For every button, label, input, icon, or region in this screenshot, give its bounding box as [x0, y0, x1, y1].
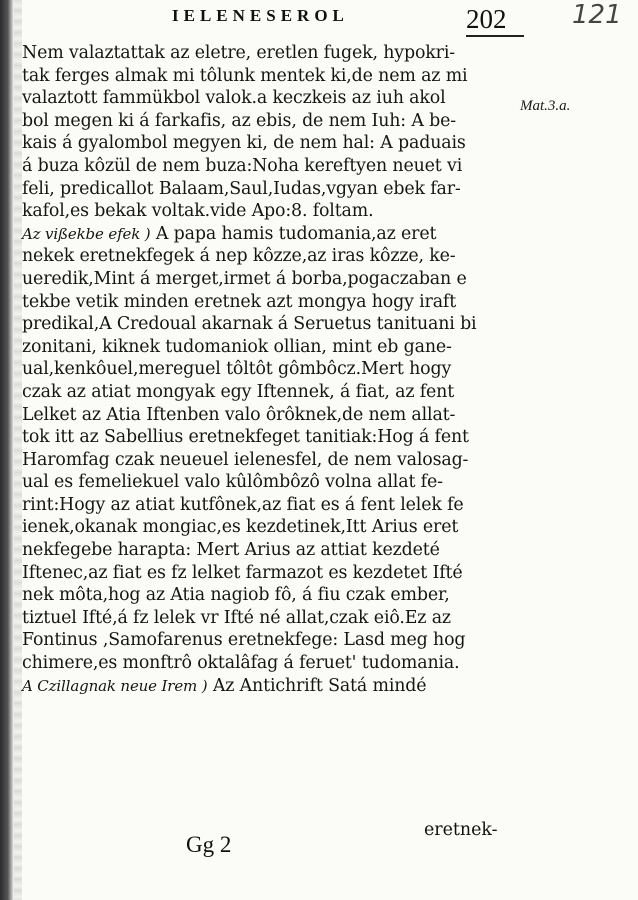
line-text: Haromfag czak neueuel ielenesfel, de nem valosag-	[22, 449, 469, 470]
text-line	[22, 539, 522, 562]
line-text: kais á gyalombol megyen ki, de nem hal: A paduais	[22, 133, 466, 154]
line-text: ueredik,Mint á merget,irmet á borba,pogaczaban e	[22, 268, 467, 289]
line-text: valaztott fammükbol valok.a keczkeis az iuh akol	[22, 88, 446, 109]
line-text: bol megen ki á farkafis, az ebis, de nem Iuh: A be-	[22, 110, 457, 131]
text-line	[22, 562, 522, 585]
line-text: Fontinus ,Samofarenus eretnekfege: Lasd meg hog	[22, 630, 466, 651]
line-text: A papa hamis tudomania,az eret	[155, 223, 437, 244]
text-line	[22, 404, 522, 427]
line-text: nekek eretnekfegek á nep kôzze,az iras kôzze, ke-	[22, 246, 456, 267]
text-line	[22, 584, 522, 607]
line-text: Lelket az Atia Iftenben valo ôrôknek,de nem allat-	[22, 404, 456, 425]
text-line	[22, 629, 522, 652]
spine-shadow	[0, 0, 14, 900]
handwritten-folio-number: 121	[572, 0, 622, 30]
line-text: tiztuel Ifté,á fz lelek vr Ifté né allat,czak eiô.Ez az	[22, 607, 451, 628]
line-text: á buza kôzül de nem buza:Noha kereftyen neuet vi	[22, 155, 463, 176]
signature-mark: Gg 2	[186, 832, 232, 857]
catchword: eretnek-	[424, 820, 498, 840]
line-text: Nem valaztattak az eletre, eretlen fugek, hypokri-	[22, 43, 455, 63]
text-line	[22, 178, 522, 201]
text-line	[22, 516, 522, 539]
text-line	[22, 358, 522, 381]
line-text: nekfegebe harapta: Mert Arius az attiat kezdeté	[22, 540, 440, 561]
text-line	[22, 426, 522, 449]
line-text: rint:Hogy az atiat kutfônek,az fiat es á fent lelek fe	[22, 494, 464, 515]
page-number: 202	[466, 4, 526, 38]
line-text: Iftenec,az fiat es fz lelket farmazot es kezdetet Ifté	[22, 562, 463, 583]
margin-scripture-reference: Mat.3.a.	[520, 98, 571, 114]
marginal-rubric: Az vißekbe efek )	[22, 224, 151, 243]
text-line	[22, 42, 522, 65]
text-line	[22, 110, 522, 133]
line-text: kafol,es bekak voltak.vide Apo:8. foltam.	[22, 201, 374, 222]
line-text: tekbe vetik minden eretnek azt mongya hogy iraft	[22, 291, 457, 312]
line-text: ienek,okanak mongiac,es kezdetinek,Itt Arius eret	[22, 517, 459, 538]
text-line	[22, 607, 522, 630]
line-text: Az Antichrift Satá mindé	[212, 675, 427, 696]
gutter-edge	[14, 0, 22, 900]
text-line	[22, 494, 522, 517]
line-text: czak az atiat mongyak egy Iftennek, á fiat, az fent	[22, 381, 455, 402]
text-line	[22, 87, 522, 110]
line-text: ual,kenkôuel,mereguel tôltôt gômbôcz.Mert hogy	[22, 359, 452, 380]
line-text: nek môta,hog az Atia nagiob fô, á fiu czak ember,	[22, 585, 450, 606]
running-head: IELENESEROL	[172, 6, 349, 25]
line-text: zonitani, kiknek tudomaniok ollian, mint eb gane-	[22, 336, 452, 357]
line-text: chimere,es monftrô oktalâfag á feruet' tudomania.	[22, 653, 460, 674]
text-line	[22, 471, 522, 494]
text-line	[22, 155, 522, 178]
line-text: tok itt az Sabellius eretnekfeget tanitiak:Hog á fent	[22, 427, 469, 448]
text-line	[22, 652, 522, 675]
text-line	[22, 200, 522, 223]
text-line	[22, 291, 522, 314]
text-line	[22, 449, 522, 472]
text-line	[22, 675, 522, 698]
text-line	[22, 245, 522, 268]
text-line	[22, 132, 522, 155]
text-line	[22, 65, 522, 88]
text-line	[22, 268, 522, 291]
text-line	[22, 381, 522, 404]
line-text: predikal,A Credoual akarnak á Seruetus tanituani bi	[22, 314, 477, 335]
text-line	[22, 223, 522, 246]
marginal-rubric: A Czillagnak neue Irem )	[22, 676, 208, 695]
text-line	[22, 313, 522, 336]
line-text: tak ferges almak mi tôlunk mentek ki,de nem az mi	[22, 65, 468, 86]
line-text: ual es femeliekuel valo kûlômbôzô volna allat fe-	[22, 472, 443, 493]
body-text	[22, 42, 522, 857]
line-text: feli, predicallot Balaam,Saul,Iudas,vgyan ebek far-	[22, 178, 461, 199]
text-line	[22, 336, 522, 359]
